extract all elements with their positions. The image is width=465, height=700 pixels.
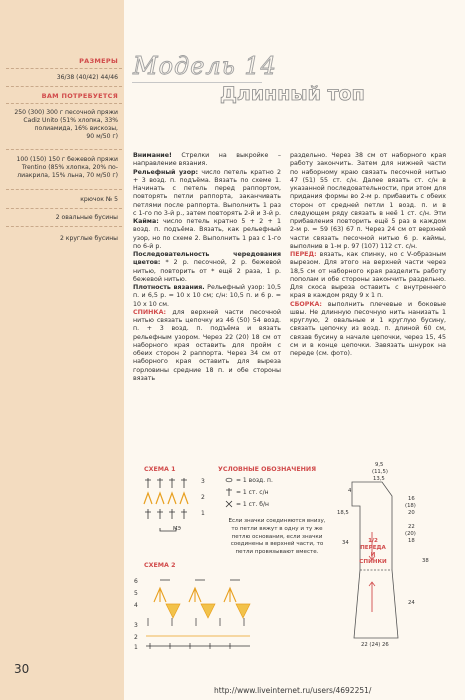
instructions-column-2: раздельно. Через 38 см от наборного края работу закончить. Затем для нижней части по наборному краю связать песочной нитью 47 (51) 55 ст. с/н. Далее вязать ст. с/н в указанной последовательности, при этом для придания формы во 2-м р. прибавить с обеих сторон от средней петли 1 возд. п. и в следующем ряду связать в неё 1 ст. с/н. Эти прибавления повторить ещё 5 раз в каждом 2-м р. = 59 (63) 67 п. Через 24 см от верхней части связать песочной нитью 6 р. каймы, выполнив в 1-м р. 97 (107) 112 ст. с/н. ПЕРЕД: вязать, как спинку, но с V-образным вырезом. Для этого на верхней части через 18,5 см от наборного края разделить работу пополам и обе стороны закончить раздельно. Для скоса выреза оставить с внутреннего края в каждом ряду 9 х 1 п. СБОРКА: выполнить плечевые и боковые швы. Не длинную песочную нить нанизать 1 круглую, 2 овальные и 1 круглую бусину, связать цепочку из возд. п. длиной 60 см, связав бусину в начале цепочки, через 15, 45 см и в конце цепочки. Завязать шнурок на переде (см. фото).	[290, 152, 446, 357]
dim-right: 20	[408, 510, 415, 516]
legend-item: = 1 возд. п.	[236, 477, 273, 484]
dim-right: (18)	[405, 503, 416, 509]
double-crochet-icon	[226, 488, 232, 496]
scheme-2-row-num: 6	[134, 578, 138, 585]
legend-symbols	[222, 476, 236, 510]
dim-left: 18,5	[337, 510, 349, 516]
scheme-2-row-5	[154, 588, 236, 602]
scheme-2-row-num: 4	[134, 602, 138, 609]
sidebar-divider	[6, 103, 122, 104]
scheme-2-row-num: 1	[134, 644, 138, 651]
sidebar-divider	[6, 189, 122, 190]
single-crochet-icon	[226, 501, 232, 507]
dim-top: 9,5	[375, 462, 384, 468]
legend-note: Если значки соединяются внизу, то петли вяжут в одну и ту же петлю основания, если значки соединены в верхней части, то петли провязывают вместе.	[228, 518, 326, 556]
scheme-2-row-3	[148, 618, 244, 626]
yarn-2: 100 (150) 150 г бежевой пряжи Trentino (85% хлопка, 20% по- лиакрила, 15% льна, 70 м/50 г)	[16, 156, 118, 179]
beads-round: 2 круглые бусины	[59, 235, 118, 242]
rapport-label: МЭ	[173, 526, 181, 532]
sidebar-divider	[6, 208, 122, 209]
scheme-2-row-1	[146, 643, 250, 649]
sizes-heading: РАЗМЕРЫ	[79, 57, 118, 65]
dim-left: 34	[342, 540, 349, 546]
legend-heading: УСЛОВНЫЕ ОБОЗНАЧЕНИЯ	[218, 466, 317, 473]
scheme-1-row-1	[145, 509, 187, 519]
scheme-1-row-2	[144, 493, 188, 504]
page-number: 30	[14, 662, 30, 676]
hook-size: крючок № 5	[80, 196, 118, 203]
dim-bottom: 22 (24) 26	[361, 642, 389, 648]
dim-right: (20)	[405, 531, 416, 537]
model-number: Модель 14	[133, 52, 277, 80]
dim-left: 4	[348, 488, 352, 494]
page-title: Длинный топ	[220, 83, 365, 105]
scheme-1-row-num: 1	[201, 510, 205, 517]
scheme-2-chart	[140, 570, 262, 656]
scheme-1-chart	[140, 474, 204, 534]
need-heading: ВАМ ПОТРЕБУЕТСЯ	[41, 92, 118, 100]
scheme-2-row-num: 2	[134, 634, 138, 641]
dim-right: 24	[408, 600, 415, 606]
instructions-column-1: Внимание! Стрелки на выкройке – направление вязания. Рельефный узор: число петель кратно 2 + 3 возд. п. подъёма. Вязать по схеме 1. Начинать с петель перед раппортом, повторять петли раппорта, заканчивать петлями после раппорта. Выполнить 1 раз с 1-го по 3-й р., затем повторять 2-й и 3-й р. Кайма: число петель кратно 5 + 2 + 1 возд. п. подъёма. Вязать, как рельефный узор, но по схеме 2. Выполнить 1 раз с 1-го по 6-й р. Последовательность чередования цветов: * 2 р. песочной, 2 р. бежевой нитью, повторить от * ещё 2 раза, 1 р. бежевой нитью. Плотность вязания. Рельефный узор: 10,5 п. и 6,5 р. = 10 х 10 см; с/н: 10,5 п. и 6 р. = 10 х 10 см. СПИНКА: для верхней части песочной нитью связать цепочку из 46 (50) 54 возд. п. + 3 возд. п. подъёма и вязать рельефным узором. Через 22 (20) 18 см от наборного края оставить для пройм с обеих сторон 2 раппорта. Через 34 см от наборного края оставить для выреза горловины средние 18 п. и обе стороны вязать	[133, 152, 281, 382]
dim-right: 18	[408, 538, 415, 544]
dim-right: 16	[408, 496, 415, 502]
yarn-1: 250 (300) 300 г песочной пряжи Cadiz Unito (51% хлопка, 33% полиамида, 16% вискозы, 90 м/50 г)	[14, 109, 118, 140]
scheme-1-label: СХЕМА 1	[144, 466, 176, 473]
sidebar-panel	[0, 0, 124, 700]
sidebar-divider	[6, 149, 122, 150]
pattern-label: 1/2 ПЕРЕДА И СПИНКИ	[359, 538, 387, 565]
sidebar-divider	[6, 86, 122, 87]
watermark-url: http://www.liveinternet.ru/users/4692251/	[214, 686, 372, 695]
scheme-2-row-num: 3	[134, 622, 138, 629]
dim-top: 13,5	[373, 476, 385, 482]
sizes-value: 36/38 (40/42) 44/46	[56, 74, 118, 81]
sidebar-divider	[6, 226, 122, 227]
beads-oval: 2 овальные бусины	[55, 214, 118, 221]
scheme-1-row-num: 3	[201, 478, 205, 485]
dim-right: 22	[408, 524, 415, 530]
scheme-2-row-4	[166, 604, 250, 618]
dim-top: (11,5)	[372, 469, 388, 475]
chain-stitch-icon	[226, 478, 232, 482]
scheme-1-row-3	[145, 478, 187, 488]
sidebar-divider	[6, 68, 122, 69]
dim-right: 38	[422, 558, 429, 564]
legend-item: = 1 ст. б/н	[236, 501, 269, 508]
scheme-2-label: СХЕМА 2	[144, 562, 176, 569]
scheme-2-row-num: 5	[134, 590, 138, 597]
legend-item: = 1 ст. с/н	[236, 489, 269, 496]
scheme-1-row-num: 2	[201, 494, 205, 501]
